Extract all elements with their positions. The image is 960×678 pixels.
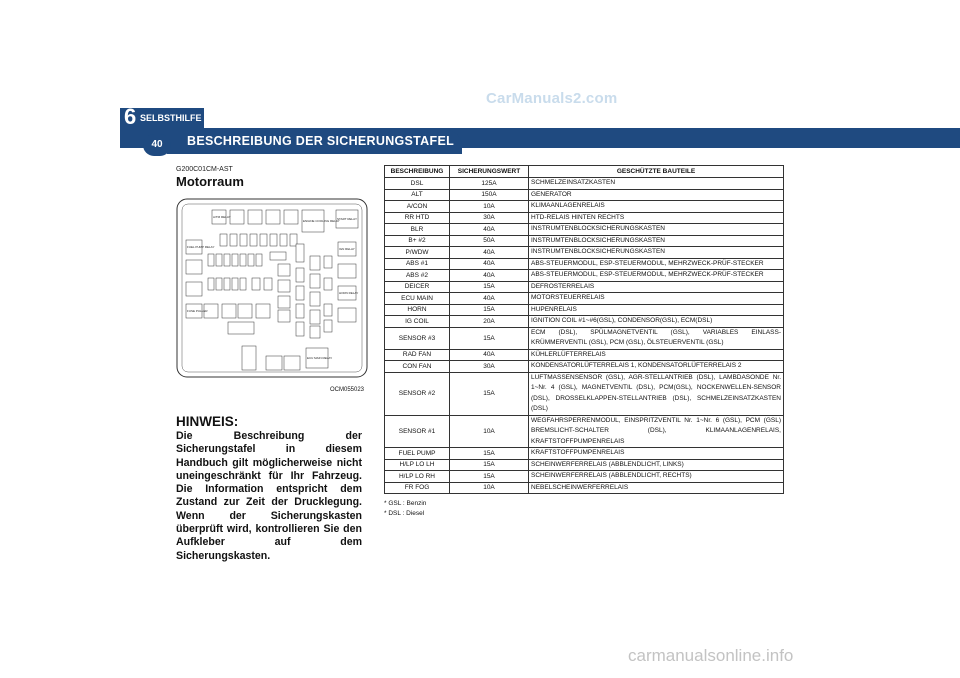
column-header: SICHERUNGSWERT: [450, 166, 529, 178]
row-description: ABS #2: [385, 270, 450, 282]
row-description: B+ #2: [385, 235, 450, 247]
row-fuse-value: 20A: [450, 316, 529, 328]
row-description: SENSOR #1: [385, 415, 450, 448]
table-header-row: [385, 166, 784, 178]
row-description: ALT: [385, 189, 450, 201]
row-description: HORN: [385, 304, 450, 316]
table-row: [385, 361, 784, 373]
fuel-pump-relay-label: FUEL PUMP RELAY: [187, 245, 215, 249]
table-row: [385, 224, 784, 236]
row-description: DSL: [385, 178, 450, 190]
footnote-dsl: * DSL : Diesel: [384, 510, 425, 517]
footnote-gsl: * GSL : Benzin: [384, 500, 427, 507]
row-fuse-value: 40A: [450, 224, 529, 236]
row-fuse-value: 30A: [450, 212, 529, 224]
row-protected-parts: NEBELSCHEINWERFERRELAIS: [529, 482, 784, 494]
note-heading: HINWEIS:: [176, 414, 239, 429]
row-protected-parts: ABS-STEUERMODUL, ESP-STEUERMODUL, MEHRZWECK-PRÜF-STECKER: [529, 258, 784, 270]
table-row: [385, 270, 784, 282]
table-row: [385, 459, 784, 471]
fuse-table: [384, 165, 784, 494]
row-description: IG COIL: [385, 316, 450, 328]
row-description: ECU MAIN: [385, 293, 450, 305]
section-title: Motorraum: [176, 174, 244, 189]
table-row: [385, 415, 784, 448]
row-protected-parts: KLIMAANLAGENRELAIS: [529, 201, 784, 213]
ign-relay-label: IGN RELAY: [339, 247, 355, 251]
row-fuse-value: 40A: [450, 349, 529, 361]
row-description: RR HTD: [385, 212, 450, 224]
row-description: FR FOG: [385, 482, 450, 494]
row-fuse-value: 50A: [450, 235, 529, 247]
table-row: [385, 482, 784, 494]
table-row: [385, 372, 784, 415]
row-description: RAD FAN: [385, 349, 450, 361]
row-protected-parts: GENERATOR: [529, 189, 784, 201]
table-row: [385, 178, 784, 190]
fuse-puller-label: FUSE PULLER: [187, 309, 208, 313]
table-row: [385, 304, 784, 316]
row-fuse-value: 15A: [450, 448, 529, 460]
column-header: GESCHÜTZTE BAUTEILE: [529, 166, 784, 178]
row-protected-parts: HTD-RELAIS HINTEN RECHTS: [529, 212, 784, 224]
row-fuse-value: 40A: [450, 293, 529, 305]
row-protected-parts: SCHMELZEINSATZKASTEN: [529, 178, 784, 190]
table-row: [385, 189, 784, 201]
row-fuse-value: 40A: [450, 258, 529, 270]
atm-relay-label: A/TM RELAY: [213, 215, 231, 219]
table-row: [385, 327, 784, 349]
table-row: [385, 293, 784, 305]
start-relay-label: START RELAY: [337, 217, 357, 221]
chapter-label: SELBSTHILFE: [140, 113, 202, 123]
row-description: DEICER: [385, 281, 450, 293]
row-protected-parts: ABS-STEUERMODUL, ESP-STEUERMODUL, MEHRZWECK-PRÜF-STECKER: [529, 270, 784, 282]
row-description: A/CON: [385, 201, 450, 213]
row-protected-parts: INSTRUMTENBLOCKSICHERUNGSKASTEN: [529, 235, 784, 247]
row-protected-parts: SCHEINWERFERRELAIS (ABBLENDLICHT, LINKS): [529, 459, 784, 471]
engine-cooling-relay-label: ENGINE COOLING RELAY: [303, 219, 340, 223]
table-row: [385, 201, 784, 213]
watermark-top: CarManuals2.com: [486, 90, 618, 107]
row-fuse-value: 15A: [450, 304, 529, 316]
row-fuse-value: 15A: [450, 281, 529, 293]
table-row: [385, 258, 784, 270]
table-row: [385, 471, 784, 483]
row-fuse-value: 15A: [450, 459, 529, 471]
row-protected-parts: DEFROSTERRELAIS: [529, 281, 784, 293]
fuse-box-diagram: [176, 198, 368, 378]
row-fuse-value: 150A: [450, 189, 529, 201]
row-description: FUEL PUMP: [385, 448, 450, 460]
table-row: [385, 281, 784, 293]
row-fuse-value: 10A: [450, 415, 529, 448]
ecu-main-relay-label: ECU MAIN RELAY: [307, 356, 333, 360]
row-protected-parts: MOTORSTEUERRELAIS: [529, 293, 784, 305]
row-protected-parts: WEGFAHRSPERRENMODUL, EINSPRITZVENTIL Nr. 1~Nr. 6 (GSL), PCM (GSL) BREMSLICHT-SCHALTER (DSL), KLIMAANLAGENRELAIS, KRAFTSTOFFPUMPENRELAIS: [529, 415, 784, 448]
page-number: 40: [143, 134, 171, 156]
row-protected-parts: IGNITION COIL #1~#6(GSL), CONDENSOR(GSL), ECM(DSL): [529, 316, 784, 328]
row-fuse-value: 30A: [450, 361, 529, 373]
row-fuse-value: 40A: [450, 247, 529, 259]
row-protected-parts: KÜHLERLÜFTERRELAIS: [529, 349, 784, 361]
watermark-bottom: carmanualsonline.info: [628, 646, 794, 665]
table-row: [385, 212, 784, 224]
row-description: SENSOR #3: [385, 327, 450, 349]
row-protected-parts: KRAFTSTOFFPUMPENRELAIS: [529, 448, 784, 460]
chapter-number: 6: [124, 104, 137, 129]
row-fuse-value: 125A: [450, 178, 529, 190]
table-row: [385, 316, 784, 328]
row-description: SENSOR #2: [385, 372, 450, 415]
page-title-tab: [167, 130, 462, 154]
row-protected-parts: ECM (DSL), SPÜLMAGNETVENTIL (GSL), VARIABLES EINLASS-KRÜMMERVENTIL (GSL), PCM (GSL), ÖLSTEUERVENTIL (GSL): [529, 327, 784, 349]
row-protected-parts: INSTRUMTENBLOCKSICHERUNGSKASTEN: [529, 224, 784, 236]
row-fuse-value: 15A: [450, 471, 529, 483]
row-protected-parts: SCHEINWERFERRELAIS (ABBLENDLICHT, RECHTS): [529, 471, 784, 483]
row-protected-parts: INSTRUMTENBLOCKSICHERUNGSKASTEN: [529, 247, 784, 259]
row-description: CON FAN: [385, 361, 450, 373]
diagram-code: OCM055023: [330, 387, 365, 393]
row-fuse-value: 40A: [450, 270, 529, 282]
row-fuse-value: 10A: [450, 482, 529, 494]
table-row: [385, 247, 784, 259]
table-row: [385, 349, 784, 361]
row-fuse-value: 10A: [450, 201, 529, 213]
row-fuse-value: 15A: [450, 327, 529, 349]
row-description: ABS #1: [385, 258, 450, 270]
row-fuse-value: 15A: [450, 372, 529, 415]
page-title: BESCHREIBUNG DER SICHERUNGSTAFEL: [187, 134, 455, 148]
table-row: [385, 448, 784, 460]
table-row: [385, 235, 784, 247]
row-description: BLR: [385, 224, 450, 236]
row-description: H/LP LO RH: [385, 471, 450, 483]
note-body: Die Beschreibung der Sicherungstafel in diesem Handbuch gilt möglicherweise nicht uneingeschränkt für Ihr Fahrzeug. Die Information entspricht dem Zustand zur Zeit der Drucklegung. Wenn der Sicherungskasten überprüft wird, kontrollieren Sie den Aufkleber auf dem Sicherungskasten.: [176, 430, 362, 562]
row-protected-parts: HUPENRELAIS: [529, 304, 784, 316]
row-protected-parts: LUFTMASSENSENSOR (GSL), AGR-STELLANTRIEB (DSL), LAMBDASONDE Nr. 1~Nr. 4 (GSL), MAGNETVENTIL (DSL), PCM(GSL), NOCKENWELLEN-SENSOR (DSL), DROSSELKLAPPEN-STELLANTRIEB (DSL), SCHMELZEINSATZKASTEN (DSL): [529, 372, 784, 415]
column-header: BESCHREIBUNG: [385, 166, 450, 178]
row-description: P/WDW: [385, 247, 450, 259]
doc-code: G200C01CM-AST: [176, 166, 233, 173]
horn-relay-label: HORN RELAY: [339, 291, 359, 295]
row-protected-parts: KONDENSATORLÜFTERRELAIS 1, KONDENSATORLÜFTERRELAIS 2: [529, 361, 784, 373]
row-description: H/LP LO LH: [385, 459, 450, 471]
